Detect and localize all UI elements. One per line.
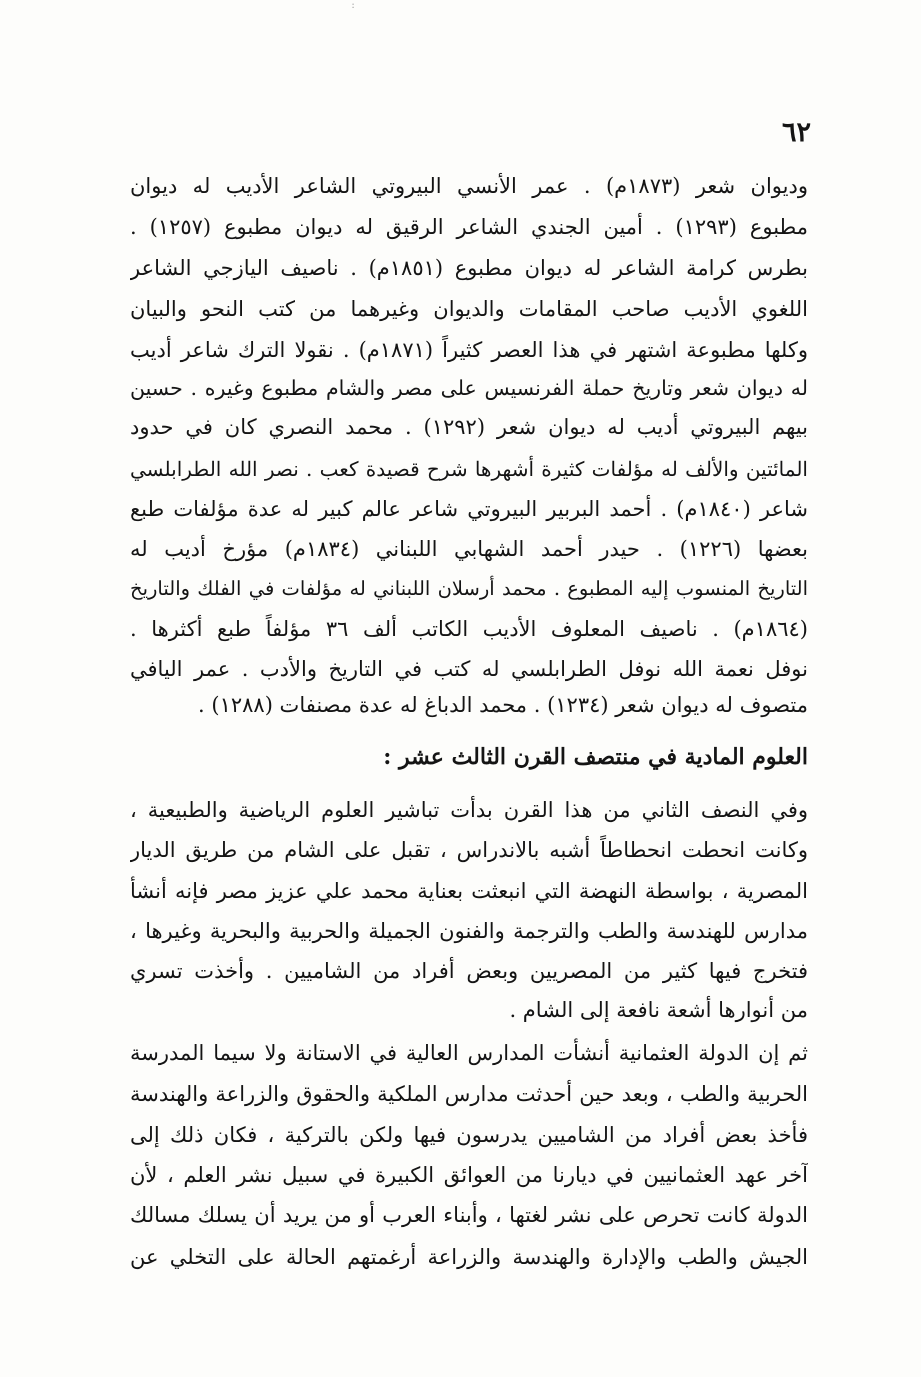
text-line: نوفل نعمة الله نوفل الطرابلسي له كتب في التاريخ والأدب . عمر اليافي	[130, 657, 808, 681]
text-line: اللغوي الأديب صاحب المقامات والديوان وغيرهما من كتب النحو والبيان	[130, 297, 808, 321]
section-heading: العلوم المادية في منتصف القرن الثالث عشر :	[383, 744, 808, 770]
text-line: فأخذ بعض أفراد من الشاميين يدرسون فيها ولكن بالتركية ، فكان ذلك إلى	[130, 1123, 808, 1147]
text-line: له ديوان شعر وتاريخ حملة الفرنسيس على مصر والشام مطبوع وغيره . حسين	[130, 376, 808, 400]
text-line: وديوان شعر (١٨٧٣م) . عمر الأنسي البيروتي الشاعر الأديب له ديوان	[130, 174, 808, 198]
text-line: مطبوع (١٢٩٣) . أمين الجندي الشاعر الرقيق له ديوان مطبوع (١٢٥٧) .	[130, 215, 808, 239]
text-line: بيهم البيروتي أديب له ديوان شعر (١٢٩٢) . محمد النصري كان في حدود	[130, 415, 808, 439]
text-line: (١٨٦٤م) . ناصيف المعلوف الأديب الكاتب ألف ٣٦ مؤلفاً طبع أكثرها .	[130, 617, 808, 641]
text-line: الحربية والطب ، وبعد حين أحدثت مدارس الملكية والحقوق والزراعة والهندسة	[130, 1082, 808, 1106]
scan-speck: :	[351, 0, 355, 11]
text-line: شاعر (١٨٤٠م) . أحمد البربير البيروتي شاعر عالم كبير له عدة مؤلفات طبع	[130, 497, 808, 521]
text-line: آخر عهد العثمانيين في ديارنا من العوائق الكبيرة في سبيل نشر العلم ، لأن	[130, 1163, 808, 1187]
text-line: وكلها مطبوعة اشتهر في هذا العصر كثيراً (١٨٧١م) . نقولا الترك شاعر أديب	[130, 338, 808, 362]
text-line: المصرية ، بواسطة النهضة التي انبعثت بعناية محمد علي عزيز مصر فإنه أنشأ	[130, 879, 808, 903]
text-line: وفي النصف الثاني من هذا القرن بدأت تباشير العلوم الرياضية والطبيعية ،	[130, 798, 808, 822]
text-line: المائتين والألف له مؤلفات كثيرة أشهرها شرح قصيدة كعب . نصر الله الطرابلسي	[130, 457, 808, 481]
text-line: ثم إن الدولة العثمانية أنشأت المدارس العالية في الاستانة ولا سيما المدرسة	[130, 1041, 808, 1065]
text-line: الجيش والطب والإدارة والهندسة والزراعة أرغمتهم الحالة على التخلي عن	[130, 1245, 808, 1269]
page-number: ٦٢	[781, 117, 811, 148]
text-line: التاريخ المنسوب إليه المطبوع . محمد أرسلان اللبناني له مؤلفات في الفلك والتاريخ	[130, 577, 808, 600]
text-line: مدارس للهندسة والطب والترجمة والفنون الجميلة والحربية والبحرية وغيرها ،	[130, 919, 808, 943]
text-line: الدولة كانت تحرص على نشر لغتها ، وأبناء العرب أو من يريد أن يسلك مسالك	[130, 1203, 808, 1227]
text-line: وكانت انحطت انحطاطاً أشبه بالاندراس ، تقبل على الشام من طريق الديار	[130, 838, 808, 862]
text-line: من أنوارها أشعة نافعة إلى الشام .	[509, 998, 808, 1022]
text-line: متصوف له ديوان شعر (١٢٣٤) . محمد الدباغ له عدة مصنفات (١٢٨٨) .	[198, 693, 808, 717]
text-line: فتخرج فيها كثير من المصريين وبعض أفراد من الشاميين . وأخذت تسري	[130, 959, 808, 983]
text-line: بعضها (١٢٢٦) . حيدر أحمد الشهابي اللبناني (١٨٣٤م) مؤرخ أديب له	[130, 537, 808, 561]
text-line: بطرس كرامة الشاعر له ديوان مطبوع (١٨٥١م) . ناصيف اليازجي الشاعر	[130, 256, 808, 280]
